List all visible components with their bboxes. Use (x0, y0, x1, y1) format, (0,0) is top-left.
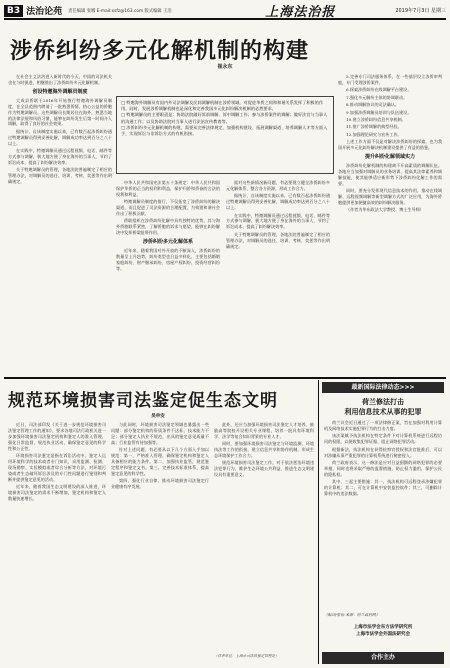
credit-line-2: 上海市法学会外国法研究会 (356, 632, 410, 637)
section-divider (4, 377, 446, 379)
article1-para: 关于特邀调解员的管理，各地法院普遍制定了相应的管理办法，对调解员的选任、培训、考核、奖惩等作出明确规定。 (8, 167, 112, 185)
article1-col-mid-a (116, 180, 220, 372)
article1-para: 关于特邀调解员的管理，各地法院普遍制定了相应的管理办法，对调解员的选任、培训、考核、奖惩等作出明确规定。 (226, 231, 330, 249)
article2-para: 规范环境损害司法鉴定工作，对于依法惩治环境违法犯罪行为、维护生态环境公共利益、推进生态文明建设具有重要意义。 (214, 460, 314, 478)
article1-para: 中华人民共和国宪法第五十条规定：中华人民共和国保护华侨的正当的权利和利益，保护归侨和侨眷的合法的权利和利益。 (116, 180, 220, 197)
article1-list-item: 10.建立涉侨纠纷信息共享机制。 (346, 116, 406, 122)
sidebar-footer: 合作主办 (322, 652, 444, 664)
article2-para: 第四，强化行业自律，推动环境损害司法鉴定行业健康有序发展。 (111, 478, 209, 490)
article1-list-item: 12.加强理论研究与宣传工作。 (346, 131, 402, 137)
highlight-item: □ 特邀海外调解员有国内外司法调解及民间调解机制在涉侨领域，对促进华侨之间和和谐关系发挥了积极的作用。同时，发展涉侨调解机制也是深化和完善我国多元化纠纷解决机制的必然要求。 (121, 100, 324, 112)
article1-para: 上述工作方面不仅是对解决涉侨纠纷的探索，也为我国开展多元化纠纷解决机制建设提供了有益的借鉴。 (338, 139, 442, 151)
article1-para: 据统计，自该制度实施以来，已有数百起涉侨纠纷通过特邀调解员得到妥善化解，调解成功率达到百分之八十以上。 (226, 193, 330, 211)
article1-list-item: 8.推动调解协议的司法确认。 (346, 102, 400, 108)
paper-name: 上海法治报 (265, 5, 336, 20)
article2-para: 此外，还应当加强环境损害司法鉴定人才培养，鼓励高等院校开设相关专业课程，培养一批具有环境科学、法学等复合知识背景的专业人才。 (214, 422, 314, 439)
highlight-item: □ 涉侨纠纷多元化解机制的构建，需要从完善法律规定、加强机构建设、拓展调解渠道、培养调解人才等方面入手，实现诉讼与非诉讼方式的有机衔接。 (121, 124, 328, 137)
article1-list-item: 7.强化多元解纷主体的协调联动。 (346, 94, 408, 100)
article1-col-right (338, 74, 442, 372)
article1-para: 侨联组织在涉侨纠纷化解中具有独特的优势，其与海外侨胞联系紧密，了解侨胞的诉求与愿望，能够在纠纷解决中发挥桥梁纽带作用。 (116, 218, 220, 236)
sidebar-para: 荷兰政府表示，这一修法是应对日益猖獗的网络犯罪的必要举措，同时也将采取严格的监督措施，防止权力滥用，保护公民的隐私权。 (324, 459, 442, 477)
article2-para: 针对上述问题，有必要从以下几个方面入手加以规范：第一，严格准入管理，确保鉴定机构和鉴定人具备相应的能力条件。第二，加强执业监管，规范鉴定程序和鉴定文书。第三，完善技术标准体系，提高鉴定意见的科学性。 (111, 447, 209, 476)
article1-para: 据统计，自该制度实施以来，已有数百起涉侨纠纷通过特邀调解员得到妥善化解，调解成功率达到百分之八十以上。 (8, 128, 112, 146)
credit-line-1: 上海市法学会东方法学研究所 (353, 625, 413, 630)
article1-para: 同时，要充分发挥现代信息技术的作用，推动在线调解、远程视频调解等新型调解方式的广泛应用，为海外侨胞提供更加便捷高效的纠纷解决服务。 (338, 188, 442, 205)
article1-para: 在实践中，特邀调解员通过远程视频、电话、邮件等方式参与调解，极大地方便了身在海外的当事人，节约了诉讼成本，提高了纠纷解决效率。 (8, 148, 112, 165)
page-badge: B3 (4, 5, 23, 17)
article2-col-3 (214, 422, 314, 650)
article1-para: 大成县侨联于2016年开始推行特邀海外调解员制度，在全县范围内聘请了一批熟悉侨情、热心公益的侨胞作为特邀调解员。这些调解员长期居住在海外，熟悉当地的法律法规和风俗习惯，能够在纠纷发生后第一时间介入调解，取得了良好的社会效果。 (8, 97, 112, 127)
sidebar-para: 其中，三起主要措施：其一，执法机构可远程登录涉嫌犯罪的计算机；其二，可在计算机中安装监控软件；其三，可删除计算机中的违法数据。 (324, 479, 442, 496)
sidebar-headline-line-1: 荷兰修法打击 (362, 398, 404, 406)
article2-para: 与此同时，环境损害司法鉴定领域也暴露出一些问题：部分鉴定机构的资质条件不达标，技术能力不足；部分鉴定人执业不规范，出具的鉴定意见质量不高；行业监管有待加强等。 (111, 422, 209, 445)
masthead (4, 3, 446, 20)
sidebar-title: 最新国际法律动态>>> (322, 382, 444, 393)
highlight-item: □ 特邀调解员的主要职责是：协助法院做好诉前调解、诉中调解工作；参与涉侨案件的调解；做好法官与当事人的沟通工作；以及协助法院对当事人进行法治宣传教育等。 (121, 112, 328, 124)
article1-list-item: 5.完善专门司法服务体系，在一些基层设立涉侨审判庭，专门受理涉侨案件。 (338, 74, 442, 85)
issue-date: 2019年7月3日 星期三 (395, 8, 446, 14)
editor-info: 责任编辑 张娜 E-mail:xsfz@163.com 版式编辑 王浩 (68, 8, 172, 14)
sidebar-body (324, 420, 442, 608)
article2-headline: 规范环境损害司法鉴定促生态文明 (8, 391, 278, 411)
article1-list-item: 9.加强涉侨调解员培训与队伍建设。 (346, 109, 412, 115)
sidebar-para: 荷兰议会近日通过了一项法律修正案，旨在加强对利用计算机及网络技术实施犯罪行为的打击力度。 (324, 420, 442, 431)
article2-para: 近年来，随着我国生态文明建设的深入推进，环境损害司法鉴定的需求不断增加，鉴定机构和鉴定人数量快速增长。 (8, 484, 106, 501)
section-name: 法治论苑 (26, 7, 63, 17)
article1-col-left (8, 74, 112, 372)
sidebar-para: 该法案赋予执法机构在特定条件下对计算机系统进行远程访问的权限，以便收集犯罪证据、阻止网络犯罪活动。 (324, 433, 442, 445)
article2-byline: 吴申安 (151, 414, 165, 419)
sidebar-para: 根据新法，执法机构在获得检察官授权和法官批准后，可以对涉嫌从事严重犯罪的计算机系统进行秘密侵入。 (324, 446, 442, 458)
article2-col-2 (111, 422, 209, 650)
article1-list-item: 11.推广涉侨调解的典型经验。 (346, 124, 402, 130)
article1-intro: 在社会主义法治进入新时代的今天，中国的司法机关也在与时俱进，相继推出了涉侨纠纷多元化解机制。 (8, 74, 112, 85)
sidebar-credit (322, 624, 444, 638)
article1-para: 特邀调解员制度的推行，不仅拓宽了涉侨纠纷的解决渠道，而且促进了司法资源的合理配置，为构建和谐社会作出了积极贡献。 (116, 199, 220, 217)
article1-author-note: （作者为华东政法大学教授、博士生导师） (346, 207, 424, 213)
article1-subhead-2: 涉侨纠纷多元化解体系 (142, 239, 193, 246)
article2-para: 近日，司法部印发《关于进一步规范环境损害司法鉴定管理工作的通知》，要求各地司法行政机关进一步加强环境损害司法鉴定机构和鉴定人的准入管理，强化日常监督，规范执业活动，确保鉴定意见的科学性和公正性。 (8, 422, 106, 451)
article1-para: 近年来，随着我国对外开放的不断深入，涉侨纠纷的数量呈上升趋势，纠纷类型也日益多样化，主要包括婚姻家庭纠纷、财产继承纠纷、房屋产权纠纷、投资经营纠纷等。 (116, 248, 220, 271)
article2-para: 环境损害司法鉴定是指在诉讼活动中，鉴定人运用环境科学的技术或者专门知识，采用监测、检测、现场勘察、实验模拟或者综合分析等方法，对环境污染或者生态破坏诉讼涉及的专门性问题进行鉴别和判断并提供鉴定意见的活动。 (8, 453, 106, 482)
article1-col-mid-b (226, 180, 330, 372)
sidebar-divider (318, 380, 319, 664)
sidebar-headline-line-2: 利用信息技术从事的犯罪 (344, 408, 422, 416)
article1-highlight-box (116, 96, 334, 174)
article1-para: 涉侨纠纷化解机制的构建离不开高素质的调解队伍。各地应当加强对调解员的业务培训，提高其法律素养和调解技能，使其能够适应新形势下涉侨纠纷化解工作的需要。 (338, 162, 442, 186)
sidebar-author: （编译/张怡 来源：荷兰政府网） (324, 612, 380, 617)
article1-subhead-1: 创设特邀海外调解员制度 (32, 88, 88, 95)
article1-subhead-3: 提升纠纷化解领域实力 (364, 153, 415, 160)
article1-headline: 涉侨纠纷多元化解机制的构建 (10, 39, 310, 64)
article1-list-item: 6.探索涉侨纠纷在线调解平台建设。 (346, 87, 412, 93)
sidebar-headline (322, 397, 444, 417)
article1-byline: 崔永东 (217, 64, 233, 70)
article1-para: 面对这些新情况新问题，有必要建立健全涉侨纠纷多元化解体系，整合各方资源，形成工作合力。 (226, 180, 330, 191)
article2-author-note: （作者单位：上海市司法局鉴定管理处） (214, 654, 279, 658)
article2-col-1 (8, 422, 106, 650)
article2-para: 同时，要加强环境损害司法鉴定与环境监测、环境执法等工作的衔接，建立信息共享和协作机制，形成生态环境保护工作合力。 (214, 441, 314, 459)
article1-para: 在实践中，特邀调解员通过远程视频、电话、邮件等方式参与调解，极大地方便了身在海外的当事人，节约了诉讼成本，提高了纠纷解决效率。 (226, 212, 330, 230)
